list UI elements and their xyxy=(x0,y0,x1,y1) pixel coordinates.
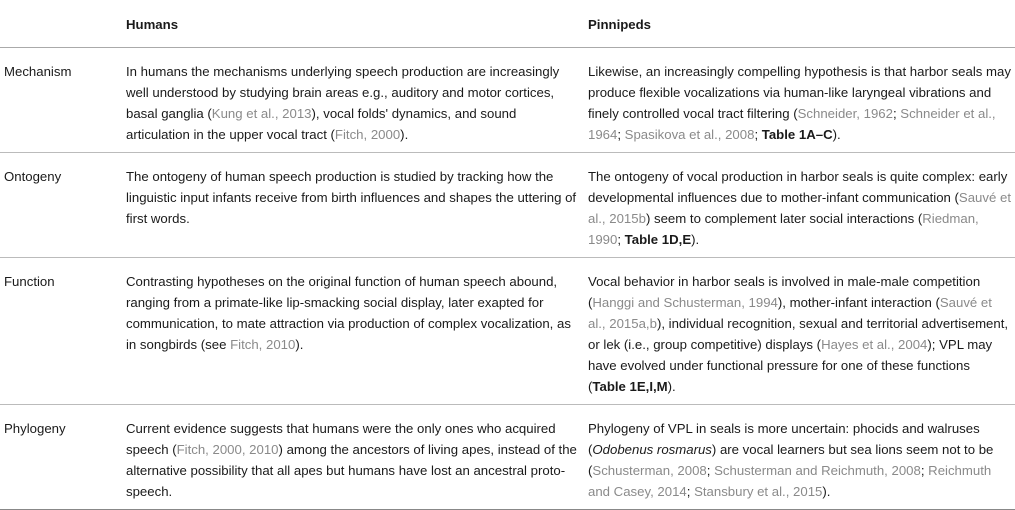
citation-link[interactable]: Sauvé et al., 2015a,b xyxy=(588,295,992,331)
cell-text: ; xyxy=(920,463,929,478)
table-reference[interactable]: Table 1E,I,M xyxy=(592,379,668,394)
row-function xyxy=(0,258,1015,405)
cell-text: ), vocal folds' dynamics, and sound articulation in the upper vocal tract ( xyxy=(126,106,517,142)
pinnipeds-cell xyxy=(584,405,1015,510)
humans-cell xyxy=(122,48,584,153)
pinnipeds-cell xyxy=(584,258,1015,405)
cell-text: ) are vocal learners but sea lions seem not to be ( xyxy=(588,442,994,478)
cell-text: ). xyxy=(295,337,304,352)
header-humans: Humans xyxy=(122,0,584,48)
cell-text: Vocal behavior in harbor seals is involved in male-male competition ( xyxy=(588,274,981,310)
citation-link[interactable]: Fitch, 2000 xyxy=(334,127,401,142)
citation-link[interactable]: Schneider, 1962 xyxy=(797,106,893,121)
table-reference[interactable]: Table 1D,E xyxy=(624,232,692,247)
row-label: Mechanism xyxy=(0,48,122,153)
citation-link[interactable]: Hanggi and Schusterman, 1994 xyxy=(592,295,778,310)
citation-link[interactable]: Reichmuth and Casey, 2014 xyxy=(588,463,992,499)
cell-text: ) seem to complement later social interactions ( xyxy=(645,211,923,226)
cell-text: Likewise, an increasingly compelling hypothesis is that harbor seals may produce flexible vocalizations via human-like laryngeal vibrations and finely controlled vocal tract filtering ( xyxy=(588,64,1011,121)
cell-text: ). xyxy=(400,127,409,142)
species-name: Odobenus rosmarus xyxy=(592,442,712,457)
citation-link[interactable]: Schusterman and Reichmuth, 2008 xyxy=(714,463,921,478)
header-pinnipeds: Pinnipeds xyxy=(584,0,1015,48)
citation-link[interactable]: Kung et al., 2013 xyxy=(211,106,312,121)
humans-cell xyxy=(122,405,584,510)
cell-text: ; xyxy=(686,484,695,499)
cell-text: The ontogeny of human speech production is studied by tracking how the linguistic input infants receive from birth influences and shapes the uttering of first words. xyxy=(126,169,577,226)
cell-text: ). xyxy=(822,484,831,499)
table-reference[interactable]: Table 1A–C xyxy=(761,127,833,142)
cell-text: ), mother-infant interaction ( xyxy=(777,295,940,310)
row-mechanism xyxy=(0,48,1015,153)
cell-text: Current evidence suggests that humans were the only ones who acquired speech ( xyxy=(126,421,556,457)
cell-text: Contrasting hypotheses on the original function of human speech abound, ranging from a primate-like lip-smacking social display, later exapted for communication, to mate attraction via production of complex vocalization, as in songbirds (see xyxy=(126,274,571,352)
cell-text: ; xyxy=(617,232,625,247)
cell-text: ; xyxy=(892,106,901,121)
citation-link[interactable]: Schusterman, 2008 xyxy=(592,463,707,478)
cell-text: ), individual recognition, sexual and territorial advertisement, or lek (i.e., group competitive) displays ( xyxy=(588,316,1009,352)
citation-link[interactable]: Stansbury et al., 2015 xyxy=(694,484,823,499)
cell-text: In humans the mechanisms underlying speech production are increasingly well understood by studying brain areas e.g., auditory and motor cortices, basal ganglia ( xyxy=(126,64,560,121)
cell-text: ; xyxy=(617,127,625,142)
citation-link[interactable]: Sauvé et al., 2015b xyxy=(588,190,1011,226)
citation-link[interactable]: Fitch, 2010 xyxy=(230,337,296,352)
row-label: Ontogeny xyxy=(0,153,122,258)
citation-link[interactable]: Fitch, 2000, 2010 xyxy=(176,442,279,457)
cell-text: ; xyxy=(754,127,762,142)
row-label: Function xyxy=(0,258,122,405)
header-row xyxy=(0,0,1015,48)
row-phylogeny xyxy=(0,405,1015,510)
citation-link[interactable]: Spasikova et al., 2008 xyxy=(624,127,755,142)
citation-link[interactable]: Schneider et al., 1964 xyxy=(588,106,996,142)
citation-link[interactable]: Hayes et al., 2004 xyxy=(821,337,928,352)
cell-text: The ontogeny of vocal production in harbor seals is quite complex: early developmental influences due to mother-infant communication ( xyxy=(588,169,1008,205)
row-label: Phylogeny xyxy=(0,405,122,510)
cell-text: ). xyxy=(667,379,676,394)
humans-cell xyxy=(122,153,584,258)
pinnipeds-cell xyxy=(584,153,1015,258)
row-ontogeny xyxy=(0,153,1015,258)
cell-text: ; xyxy=(706,463,715,478)
cell-text: ) among the ancestors of living apes, instead of the alternative possibility that all apes but humans have lost an ancestral proto-speech. xyxy=(126,442,577,499)
pinnipeds-cell xyxy=(584,48,1015,153)
cell-text: ). xyxy=(832,127,841,142)
cell-text: ). xyxy=(691,232,700,247)
cell-text: ); VPL may have evolved under functional pressure for one of these functions ( xyxy=(588,337,993,394)
header-empty xyxy=(0,0,122,48)
citation-link[interactable]: Riedman, 1990 xyxy=(588,211,979,247)
humans-cell xyxy=(122,258,584,405)
cell-text: Phylogeny of VPL in seals is more uncertain: phocids and walruses ( xyxy=(588,421,980,457)
